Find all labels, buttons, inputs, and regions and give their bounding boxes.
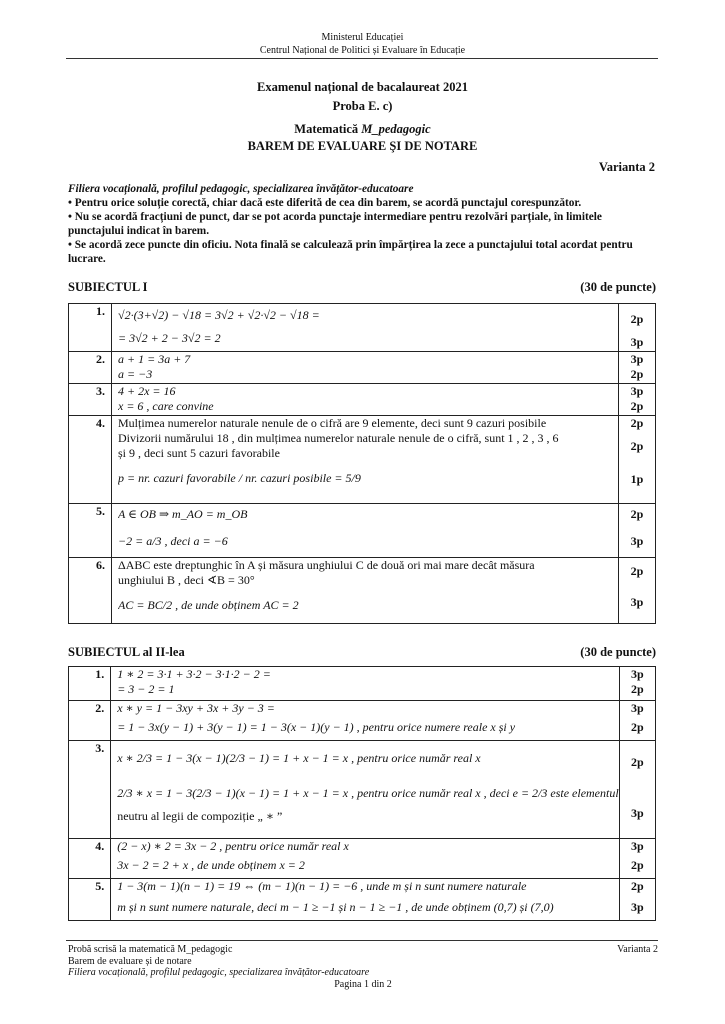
center-header: Centrul Național de Politici și Evaluare în Educație bbox=[259, 45, 466, 56]
solution-line: x ∗ 2/3 = 1 − 3(x − 1)(2/3 − 1) = 1 + x − 1 = x , pentru orice număr real x bbox=[117, 751, 481, 765]
points-value: 2p bbox=[630, 312, 644, 326]
item-solution bbox=[111, 701, 619, 741]
points-value: 2p bbox=[630, 507, 644, 521]
item-points bbox=[619, 304, 656, 352]
item-solution bbox=[111, 879, 619, 921]
table-row bbox=[69, 504, 656, 558]
item-number: 3. bbox=[69, 384, 112, 416]
points-value: 3p bbox=[631, 839, 644, 853]
filiera-line: Filiera vocațională, profilul pedagogic, specializarea învățător-educatoare bbox=[68, 183, 414, 195]
item-number: 3. bbox=[69, 741, 111, 839]
item-number: 5. bbox=[69, 879, 111, 921]
subiect2-heading bbox=[68, 645, 656, 660]
footer-line-1: Probă scrisă la matematică M_pedagogic bbox=[68, 944, 233, 955]
subiect1-heading bbox=[68, 280, 656, 295]
points-value: 3p bbox=[630, 335, 644, 349]
item-points bbox=[619, 416, 656, 504]
item-solution bbox=[112, 352, 619, 384]
page-number: Pagina 1 din 2 bbox=[334, 978, 392, 990]
points-value: 2p bbox=[630, 416, 644, 430]
header-rule bbox=[66, 58, 658, 59]
item-points bbox=[619, 741, 655, 839]
subiect1-table bbox=[68, 303, 656, 624]
ministry-header: Ministerul Educației bbox=[321, 32, 404, 43]
item-number: 2. bbox=[69, 701, 111, 741]
solution-line: 4 + 2x = 16 bbox=[118, 384, 176, 398]
subiect1-title: SUBIECTUL I bbox=[68, 280, 148, 294]
barem-title: BAREM DE EVALUARE ŞI DE NOTARE bbox=[247, 139, 478, 153]
item-solution bbox=[112, 558, 619, 624]
subiect2-title: SUBIECTUL al II-lea bbox=[68, 645, 185, 659]
solution-line: ΔABC este dreptunghic în A și măsura unghiului C de două ori mai mare decât măsura bbox=[118, 558, 535, 572]
points-value: 2p bbox=[630, 367, 644, 381]
subject-title bbox=[0, 122, 725, 137]
solution-line: A ∈ OB ⇒ m_AO = m_OB bbox=[118, 507, 248, 521]
solution-line: a + 1 = 3a + 7 bbox=[118, 352, 191, 366]
item-points bbox=[619, 504, 656, 558]
table-row bbox=[69, 701, 656, 741]
solution-line: = 3 − 2 = 1 bbox=[117, 682, 175, 696]
table-row bbox=[69, 352, 656, 384]
table-row bbox=[69, 839, 656, 879]
solution-line: x ∗ y = 1 − 3xy + 3x + 3y − 3 = bbox=[117, 701, 275, 715]
footer-varianta: Varianta 2 bbox=[617, 944, 658, 955]
points-value: 3p bbox=[631, 701, 644, 715]
varianta-label: Varianta 2 bbox=[598, 160, 655, 174]
points-value: 2p bbox=[630, 564, 644, 578]
table-row bbox=[69, 667, 656, 701]
item-number: 4. bbox=[69, 416, 112, 504]
solution-line: x = 6 , care convine bbox=[118, 399, 214, 413]
item-number: 4. bbox=[69, 839, 111, 879]
item-solution bbox=[112, 304, 619, 352]
subject-prefix: Matematică bbox=[294, 122, 362, 136]
rule-1: • Pentru orice soluție corectă, chiar dacă este diferită de cea din barem, se acordă punctajul corespunzător. bbox=[68, 197, 582, 209]
item-solution bbox=[111, 741, 619, 839]
points-value: 3p bbox=[630, 384, 644, 398]
points-value: 3p bbox=[631, 667, 644, 681]
table-row bbox=[69, 384, 656, 416]
subiect2-table bbox=[68, 666, 656, 921]
points-value: 2p bbox=[630, 439, 644, 453]
item-solution bbox=[112, 504, 619, 558]
subiect1-points: (30 de puncte) bbox=[580, 280, 656, 294]
points-value: 2p bbox=[631, 879, 644, 893]
solution-line: neutru al legii de compoziție „ ∗ ” bbox=[117, 809, 283, 823]
points-value: 2p bbox=[631, 755, 644, 769]
subject-italic: M_pedagogic bbox=[361, 122, 431, 136]
solution-line: −2 = a/3 , deci a = −6 bbox=[118, 534, 228, 548]
item-number: 1. bbox=[69, 304, 112, 352]
solution-line: 3x − 2 = 2 + x , de unde obținem x = 2 bbox=[117, 858, 305, 872]
item-number: 5. bbox=[69, 504, 112, 558]
solution-line: √2·(3+√2) − √18 = 3√2 + √2·√2 − √18 = bbox=[118, 308, 320, 322]
table-row bbox=[69, 741, 656, 839]
proba-title: Proba E. c) bbox=[332, 99, 393, 113]
points-value: 3p bbox=[630, 595, 644, 609]
footer-line-3: Filiera vocațională, profilul pedagogic, specializarea învățător-educatoare bbox=[68, 967, 370, 978]
solution-line: m și n sunt numere naturale, deci m − 1 ≥ −1 și n − 1 ≥ −1 , de unde obținem (0,7) și (7,0) bbox=[117, 900, 554, 914]
points-value: 3p bbox=[630, 352, 644, 366]
item-points bbox=[619, 558, 656, 624]
item-points bbox=[619, 839, 655, 879]
solution-line: 1 − 3(m − 1)(n − 1) = 19 ⇔ (m − 1)(n − 1) = −6 , unde m și n sunt numere naturale bbox=[117, 879, 527, 893]
item-points bbox=[619, 352, 656, 384]
item-number: 1. bbox=[69, 667, 111, 701]
instructions bbox=[68, 182, 658, 266]
points-value: 3p bbox=[630, 534, 644, 548]
points-value: 1p bbox=[630, 472, 644, 486]
item-points bbox=[619, 879, 655, 921]
points-value: 3p bbox=[631, 900, 644, 914]
solution-line: = 1 − 3x(y − 1) + 3(y − 1) = 1 − 3(x − 1)(y − 1) , pentru orice numere reale x și y bbox=[117, 720, 516, 734]
solution-line: Mulțimea numerelor naturale nenule de o cifră are 9 elemente, deci sunt 9 cazuri posibile bbox=[118, 416, 547, 430]
solution-line: = 3√2 + 2 − 3√2 = 2 bbox=[118, 331, 221, 345]
solution-line: Divizorii numărului 18 , din mulțimea numerelor naturale nenule de o cifră, sunt 1 , 2 , 3 , 6 bbox=[118, 431, 559, 445]
rule-2: • Nu se acordă fracțiuni de punct, dar se pot acorda punctaje intermediare pentru rezolvări parțiale, în limitele punctajului indicat în barem. bbox=[68, 211, 602, 237]
item-solution bbox=[111, 839, 619, 879]
item-number: 6. bbox=[69, 558, 112, 624]
points-value: 2p bbox=[631, 682, 644, 696]
item-solution bbox=[112, 384, 619, 416]
solution-line: și 9 , deci sunt 5 cazuri favorabile bbox=[118, 446, 280, 460]
solution-line: a = −3 bbox=[118, 367, 153, 381]
points-value: 2p bbox=[630, 399, 644, 413]
item-points bbox=[619, 667, 655, 701]
footer-rule bbox=[66, 940, 658, 941]
item-solution bbox=[111, 667, 619, 701]
item-number: 2. bbox=[69, 352, 112, 384]
solution-line: 1 ∗ 2 = 3·1 + 3·2 − 3·1·2 − 2 = bbox=[117, 667, 271, 681]
solution-line: 2/3 ∗ x = 1 − 3(2/3 − 1)(x − 1) = 1 + x − 1 = x , pentru orice număr real x , deci e = 2/3 este elementul bbox=[117, 786, 619, 800]
points-value: 2p bbox=[631, 720, 644, 734]
table-row bbox=[69, 879, 656, 921]
solution-line: unghiului B , deci ∢B = 30° bbox=[118, 573, 255, 587]
subiect2-points: (30 de puncte) bbox=[580, 645, 656, 659]
exam-title: Examenul național de bacalaureat 2021 bbox=[257, 80, 468, 94]
item-solution bbox=[112, 416, 619, 504]
solution-line: p = nr. cazuri favorabile / nr. cazuri posibile = 5/9 bbox=[118, 471, 361, 485]
table-row bbox=[69, 558, 656, 624]
solution-line: (2 − x) ∗ 2 = 3x − 2 , pentru orice număr real x bbox=[117, 839, 349, 853]
rule-3: • Se acordă zece puncte din oficiu. Nota finală se calculează prin împărțirea la zece a punctajului total acordat pentru lucrare. bbox=[68, 239, 633, 265]
footer-line-2: Barem de evaluare și de notare bbox=[68, 955, 192, 967]
footer bbox=[68, 944, 658, 990]
table-row bbox=[69, 304, 656, 352]
item-points bbox=[619, 384, 656, 416]
points-value: 2p bbox=[631, 858, 644, 872]
item-points bbox=[619, 701, 655, 741]
table-row bbox=[69, 416, 656, 504]
points-value: 3p bbox=[631, 806, 644, 820]
solution-line: AC = BC/2 , de unde obținem AC = 2 bbox=[118, 598, 299, 612]
